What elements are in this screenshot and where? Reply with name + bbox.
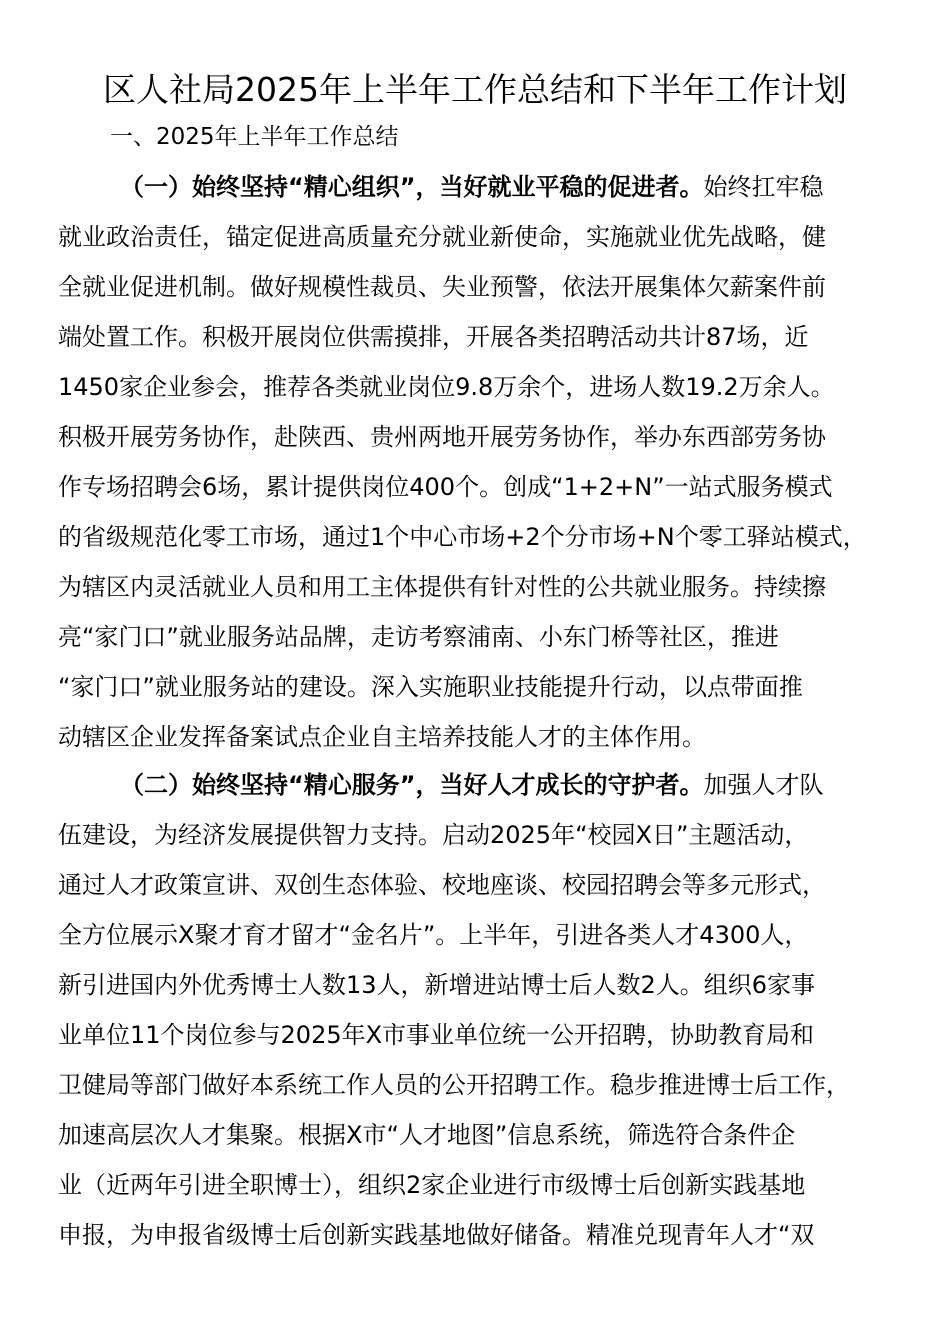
paragraph-first-line (58, 162, 888, 212)
paragraph-line: “家门口”就业服务站的建设。深入实施职业技能提升行动，以点带面推 (58, 673, 803, 701)
paragraph-text: 加强人才队 (703, 771, 824, 799)
paragraph-line: 亮“家门口”就业服务站品牌，走访考察浦南、小东门桥等社区，推进 (58, 623, 779, 651)
paragraph-line: 动辖区企业发挥备案试点企业自主培养技能人才的主体作用。 (58, 723, 706, 751)
paragraph-line: 伍建设，为经济发展提供智力支持。启动2025年“校园X日”主题活动， (58, 821, 809, 849)
paragraph-first-line (58, 760, 888, 810)
paragraph-line: 积极开展劳务协作，赴陕西、贵州两地开展劳务协作，举办东西部劳务协 (58, 423, 826, 451)
paragraph-line: 申报，为申报省级博士后创新实践基地做好储备。精准兑现青年人才“双 (58, 1221, 815, 1249)
paragraph-line: 作专场招聘会6场，累计提供岗位400个。创成“1+2+N”一站式服务模式 (58, 473, 833, 501)
paragraph-line: 卫健局等部门做好本系统工作人员的公开招聘工作。稳步推进博士后工作， (58, 1071, 850, 1099)
paragraph-line: 业单位11个岗位参与2025年X市事业单位统一公开招聘，协助教育局和 (58, 1021, 815, 1049)
paragraph-line: 全就业促进机制。做好规模性裁员、失业预警，依法开展集体欠薪案件前 (58, 273, 826, 301)
paragraph-line: 端处置工作。积极开展岗位供需摸排，开展各类招聘活动共计87场，近 (58, 323, 809, 351)
paragraph-line: 新引进国内外优秀博士人数13人，新增进站博士后人数2人。组织6家事 (58, 971, 816, 999)
paragraph-heading: （一）始终坚持“精心组织”，当好就业平稳的促进者。 (120, 173, 704, 201)
paragraph-employment (58, 162, 888, 762)
section-heading: 一、2025年上半年工作总结 (110, 124, 399, 150)
paragraph-heading: （二）始终坚持“精心服务”，当好人才成长的守护者。 (120, 771, 704, 799)
paragraph-line: 加速高层次人才集聚。根据X市“人才地图”信息系统，筛选符合条件企 (58, 1121, 796, 1149)
document-title: 区人社局2025年上半年工作总结和下半年工作计划 (103, 70, 847, 109)
paragraph-line: 的省级规范化零工市场，通过1个中心市场+2个分市场+N个零工驿站模式， (58, 523, 867, 551)
paragraph-line: 1450家企业参会，推荐各类就业岗位9.8万余个，进场人数19.2万余人。 (58, 373, 835, 401)
paragraph-line: 为辖区内灵活就业人员和用工主体提供有针对性的公共就业服务。持续擦 (58, 573, 826, 601)
paragraph-line: 就业政治责任，锚定促进高质量充分就业新使命，实施就业优先战略，健 (58, 223, 826, 251)
paragraph-line: 通过人才政策宣讲、双创生态体验、校地座谈、校园招聘会等多元形式， (58, 871, 826, 899)
paragraph-talent (58, 760, 888, 1260)
paragraph-line: 业（近两年引进全职博士），组织2家企业进行市级博士后创新实践基地 (58, 1171, 806, 1199)
paragraph-line: 全方位展示X聚才育才留才“金名片”。上半年，引进各类人才4300人， (58, 921, 809, 949)
paragraph-text: 始终扛牢稳 (703, 173, 824, 201)
